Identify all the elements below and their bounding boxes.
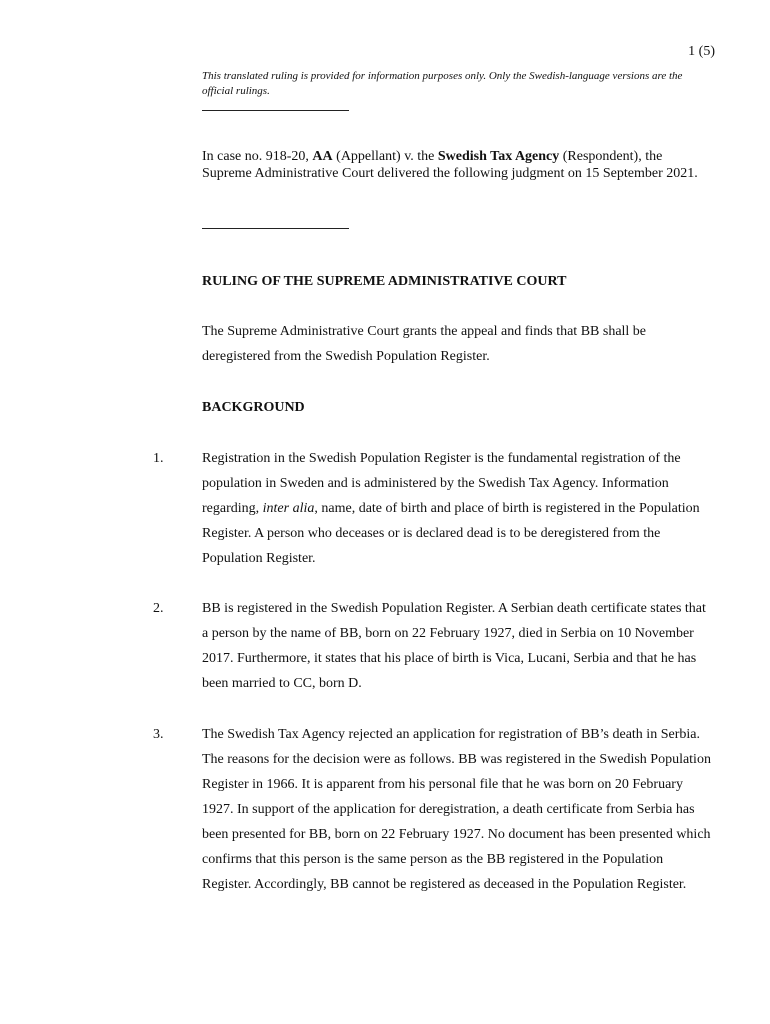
latin-phrase: inter alia: [262, 501, 315, 516]
paragraph-number: 1.: [153, 451, 164, 466]
ruling-heading: RULING OF THE SUPREME ADMINISTRATIVE COURT: [202, 274, 567, 289]
paragraph-text: BB is registered in the Swedish Population Register. A Serbian death certificate states that a person by the name of BB, born on 22 February 1927, died in Serbia on 10 November 2017. Furthermore, it states that his place of birth is Vica, Lucani, Serbia and that he has been married to CC, born D.: [202, 601, 706, 691]
divider-intro: [202, 228, 349, 229]
background-heading: BACKGROUND: [202, 400, 305, 415]
appellant-name: AA: [312, 149, 333, 164]
page-number: 1 (5): [688, 44, 715, 59]
case-introduction: [202, 148, 712, 182]
paragraph-text: The Swedish Tax Agency rejected an application for registration of BB’s death in Serbia. The reasons for the decision were as follows. BB was registered in the Swedish Population Register in 1966. It is apparent from his personal file that he was born on 20 February 1927. In support of the application for deregistration, a death certificate from Serbia has been presented for BB, born on 22 February 1927. No document has been presented which confirms that this person is the same person as the BB registered in the Population Register. Accordingly, BB cannot be registered as deceased in the Population Register.: [202, 727, 711, 892]
paragraph-text: [202, 446, 714, 571]
intro-text-1: In case no. 918-20,: [202, 149, 313, 164]
paragraph-number: 3.: [153, 727, 164, 742]
intro-text-3: (Respondent), the Supreme Administrative Court delivered the following judgment on 15 September 2021.: [202, 149, 698, 181]
translation-disclaimer: This translated ruling is provided for information purposes only. Only the Swedish-language versions are the official rulings.: [202, 70, 683, 97]
paragraph-text-part-b: , name, date of birth and place of birth is registered in the Population Register. A person who deceases or is declared dead is to be deregistered from the Population Register.: [202, 501, 700, 566]
ruling-text: The Supreme Administrative Court grants the appeal and finds that BB shall be deregistered from the Swedish Population Register.: [202, 324, 647, 364]
divider-top: [202, 110, 349, 111]
paragraph-text-part-a: Registration in the Swedish Population Register is the fundamental registration of the population in Sweden and is administered by the Swedish Tax Agency. Information regarding,: [202, 451, 681, 516]
intro-text-2: (Appellant) v. the: [332, 149, 438, 164]
respondent-name: Swedish Tax Agency: [437, 149, 560, 164]
paragraph-number: 2.: [153, 601, 164, 616]
